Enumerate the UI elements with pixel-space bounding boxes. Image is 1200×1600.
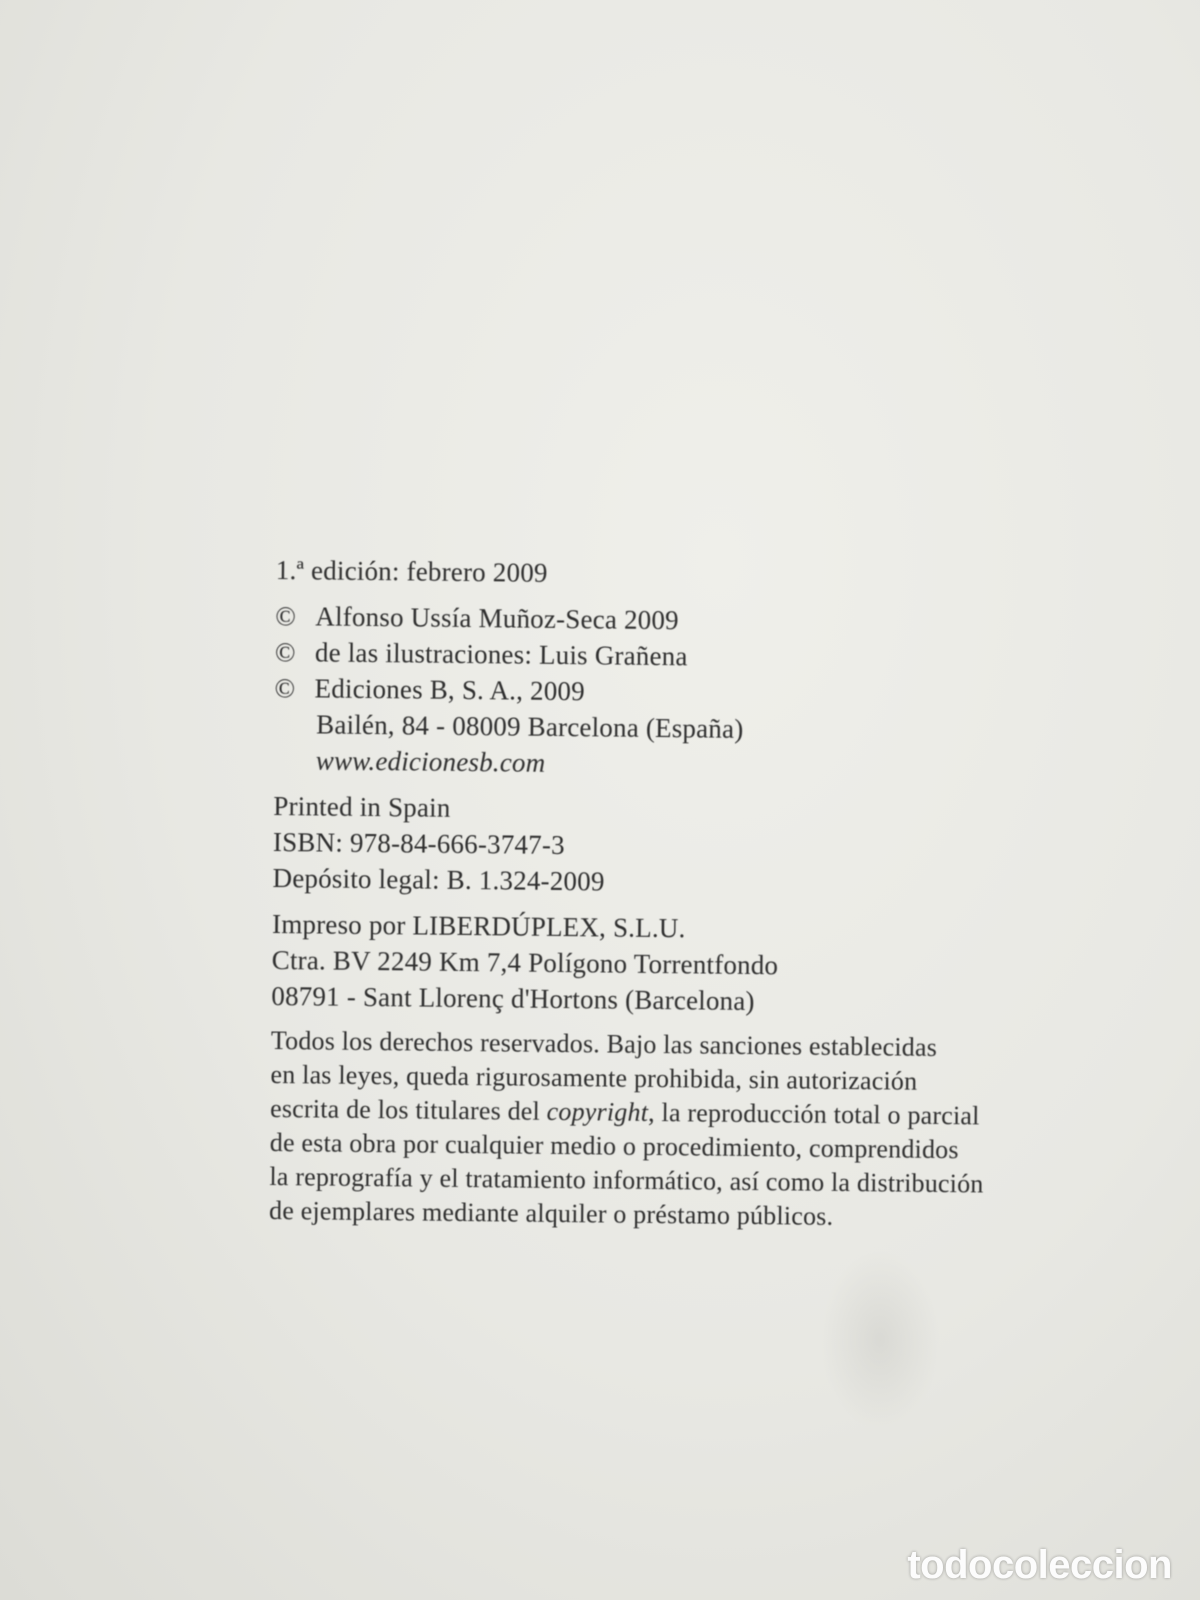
printer-city: 08791 - Sant Llorenç d'Hortons (Barcelona) [271, 980, 755, 1017]
copyright-block [274, 598, 1176, 787]
copyright-illustrations-text: de las ilustraciones: Luis Grañena [314, 637, 688, 672]
rights-line: la reprografía y el tratamiento informático, así como la distribución [269, 1161, 984, 1199]
copyright-author-text: Alfonso Ussía Muñoz-Seca 2009 [315, 601, 679, 636]
rights-text: , la reproducción total o parcial [647, 1097, 980, 1131]
printed-in: Printed in Spain [273, 790, 451, 823]
publisher-address: Bailén, 84 - 08009 Barcelona (España) [316, 709, 744, 744]
deposito-legal: Depósito legal: B. 1.324-2009 [272, 862, 605, 897]
show-through-mark [820, 1250, 940, 1430]
publisher-website: www.edicionesb.com [315, 745, 546, 778]
printer-name: Impreso por LIBERDÚPLEX, S.L.U. [271, 908, 686, 944]
printer-block [271, 906, 1172, 1023]
colophon [269, 552, 1176, 1237]
copyright-publisher-text: Ediciones B, S. A., 2009 [314, 673, 586, 707]
copyright-symbol: © [275, 600, 297, 632]
rights-line: en las leyes, queda rigurosamente prohibida, sin autorización [270, 1059, 918, 1096]
rights-text: escrita de los titulares del [270, 1093, 547, 1126]
edition-line: 1.ª edición: febrero 2009 [275, 554, 548, 588]
copyright-symbol: © [274, 672, 296, 704]
isbn: ISBN: 978-84-666-3747-3 [272, 826, 565, 861]
rights-line: de esta obra por cualquier medio o procedimiento, comprendidos [269, 1127, 959, 1165]
rights-emphasis: copyright [546, 1096, 649, 1127]
watermark-logo: todocoleccion [907, 1543, 1172, 1587]
print-info-block [272, 788, 1173, 905]
rights-notice [269, 1024, 1141, 1237]
rights-line: de ejemplares mediante alquiler o préstamo públicos. [268, 1195, 834, 1231]
copyright-symbol: © [274, 636, 296, 668]
rights-line: Todos los derechos reservados. Bajo las sanciones establecidas [270, 1025, 938, 1062]
printer-road: Ctra. BV 2249 Km 7,4 Polígono Torrentfondo [271, 944, 779, 981]
